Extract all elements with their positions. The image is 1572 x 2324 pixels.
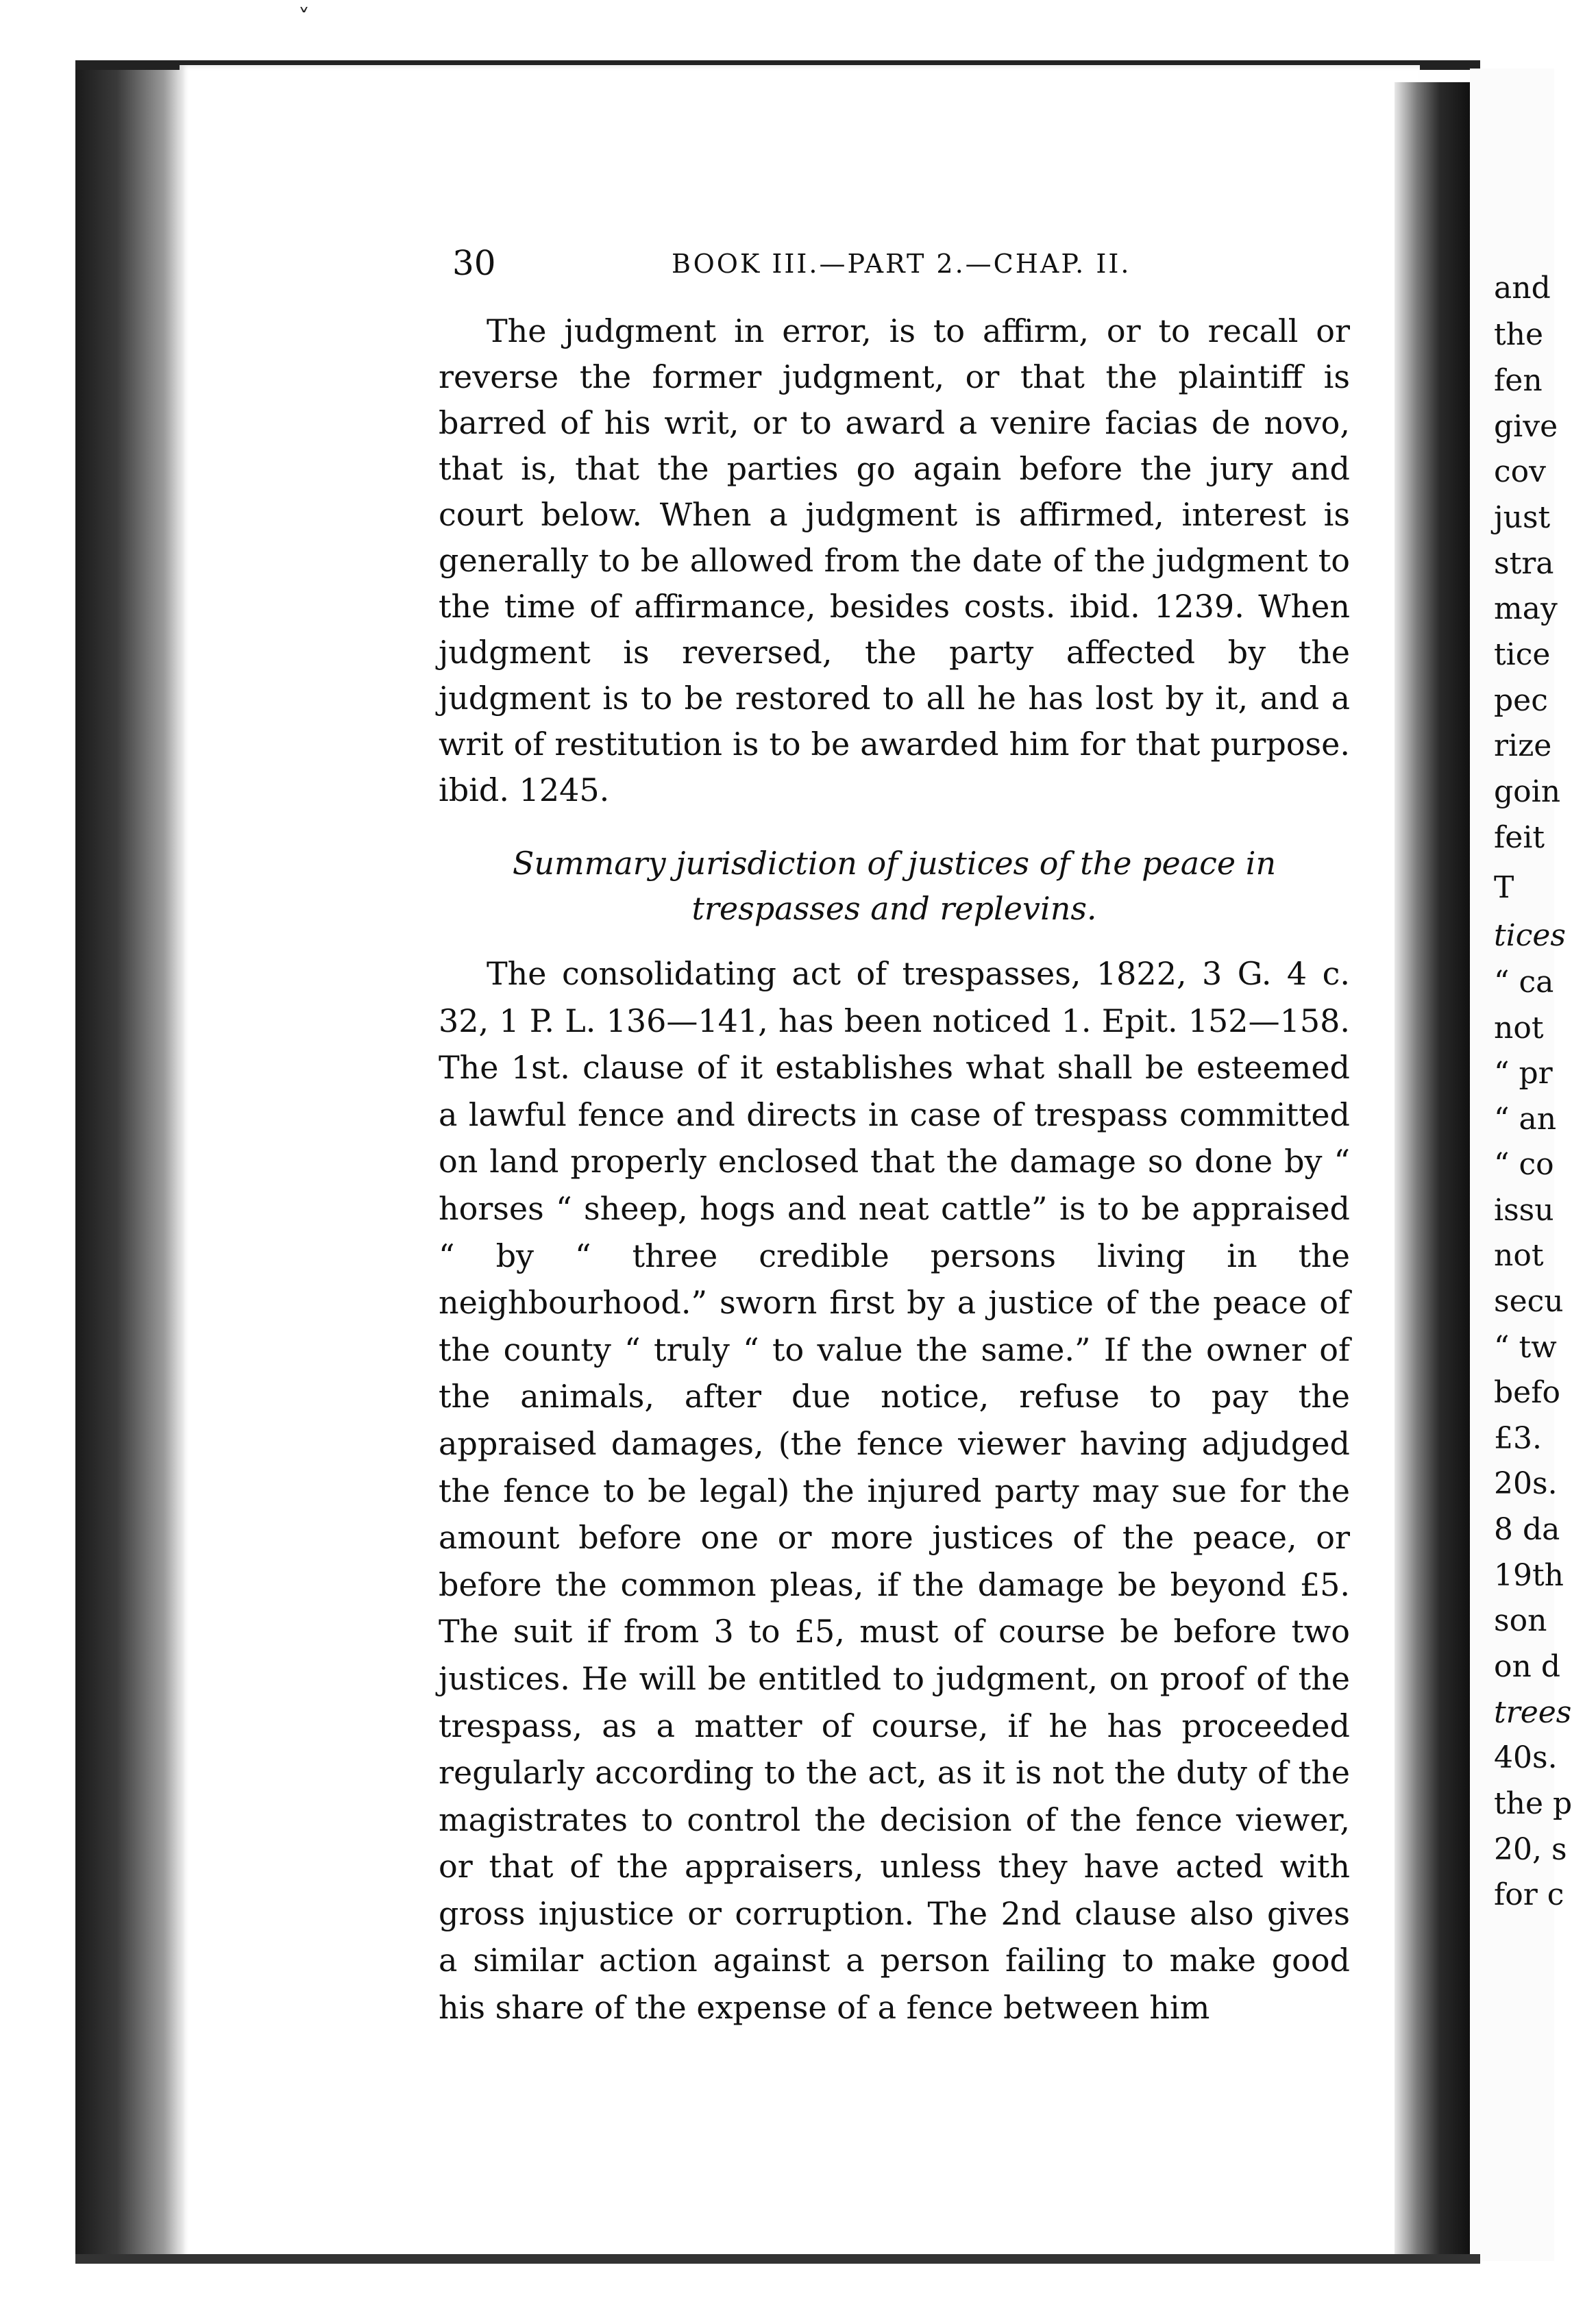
facing-page-fragment: goin [1494, 774, 1561, 809]
facing-page-fragment: give [1494, 409, 1558, 444]
stray-mark: ˅ [298, 4, 310, 32]
facing-page-fragment: “ tw [1494, 1330, 1557, 1365]
body-text [439, 308, 1350, 2031]
facing-page-fragment: 8 da [1494, 1512, 1560, 1547]
facing-page-fragment: 40s. [1494, 1740, 1558, 1775]
facing-page-fragment: not [1494, 1011, 1544, 1046]
facing-page-fragment: the p [1494, 1786, 1572, 1821]
facing-page-fragment: 20s. [1494, 1466, 1558, 1501]
facing-page [1470, 69, 1572, 2261]
facing-page-fragment: and [1494, 271, 1551, 306]
facing-page-fragment: feit [1494, 820, 1545, 855]
paragraph-judgment-in-error: The judgment in error, is to affirm, or to recall or reverse the former judgment, or that the plaintiff is barred of his writ, or to award a venire facias de novo, that is, that the parties go again before the jury and court below. When a judgment is affirmed, interest is generally to be allowed from the date of the judgment to the time of affirmance, besides costs. ibid. 1239. When judgment is reversed, the party affected by the judgment is to be restored to all he has lost by it, and a writ of restitution is to be awarded him for that purpose. ibid. 1245. [439, 312, 1350, 808]
book-left-edge [75, 69, 180, 2261]
facing-page-fragment: not [1494, 1238, 1544, 1273]
facing-page-fragment: T [1494, 870, 1514, 905]
section-heading: Summary jurisdiction of justices of the peace in trespasses and replevins. [512, 845, 1277, 927]
facing-page-fragment: issu [1494, 1193, 1554, 1228]
facing-page-fragment: for c [1494, 1877, 1564, 1912]
page-header [452, 243, 1357, 284]
facing-page-fragment: son [1494, 1603, 1547, 1638]
facing-page-fragment: on d [1494, 1649, 1560, 1684]
book-gutter [1395, 82, 1470, 2261]
facing-page-fragment: “ co [1494, 1147, 1554, 1182]
facing-page-fragment: pec [1494, 683, 1548, 718]
facing-page-fragment: the [1494, 317, 1544, 352]
facing-page-fragment: 19th [1494, 1558, 1564, 1593]
facing-page-fragment: cov [1494, 454, 1546, 489]
facing-page-fragment: befo [1494, 1375, 1560, 1410]
facing-page-fragment: 20, s [1494, 1832, 1567, 1867]
running-head: BOOK III.—PART 2.—CHAP. II. [672, 249, 1131, 279]
paragraph-consolidating-act: The consolidating act of trespasses, 1822, 3 G. 4 c. 32, 1 P. L. 136—141, has been noticed 1. Epit. 152—158. The 1st. clause of it establishes what shall be esteemed a lawful fence and directs in case of trespass committed on land properly enclosed that the damage so done by “ horses “ sheep, hogs and neat cattle” is to be appraised “ by “ three credible persons living in the neighbourhood.” sworn first by a justice of the peace of the county “ truly “ to value the same.” If the owner of the animals, after due notice, refuse to pay the appraised damages, (the fence viewer having adjudged the fence to be legal) the injured party may sue for the amount before one or more justices of the peace, or before the common pleas, if the damage be beyond £5. The suit if from 3 to £5, must of course be before two justices. He will be entitled to judgment, on proof of the trespass, as a matter of course, if he has proceeded regularly according to the act, as it is not the duty of the magistrates to control the decision of the fence viewer, or that of the appraisers, unless they have acted with gross injustice or corruption. The 2nd clause also gives a similar action against a person failing to make good his share of the expense of a fence between him [439, 955, 1350, 2027]
facing-page-fragment: “ an [1494, 1102, 1557, 1137]
facing-page-fragment: fen [1494, 363, 1543, 398]
facing-page-fragment: “ pr [1494, 1056, 1553, 1091]
facing-page-fragment: just [1494, 500, 1551, 535]
facing-page-fragment: may [1494, 591, 1558, 626]
facing-page-fragment: tices [1494, 918, 1567, 953]
facing-page-fragment: secu [1494, 1284, 1564, 1319]
page-number: 30 [452, 243, 496, 283]
scan-bottom-border [75, 2254, 1480, 2264]
facing-page-fragment: stra [1494, 546, 1554, 581]
facing-page-fragment: rize [1494, 728, 1552, 763]
facing-page-fragment: “ ca [1494, 965, 1554, 1000]
facing-page-fragment: tice [1494, 637, 1551, 672]
facing-page-fragment: £3. [1494, 1421, 1542, 1456]
facing-page-fragment: trees [1494, 1695, 1572, 1730]
